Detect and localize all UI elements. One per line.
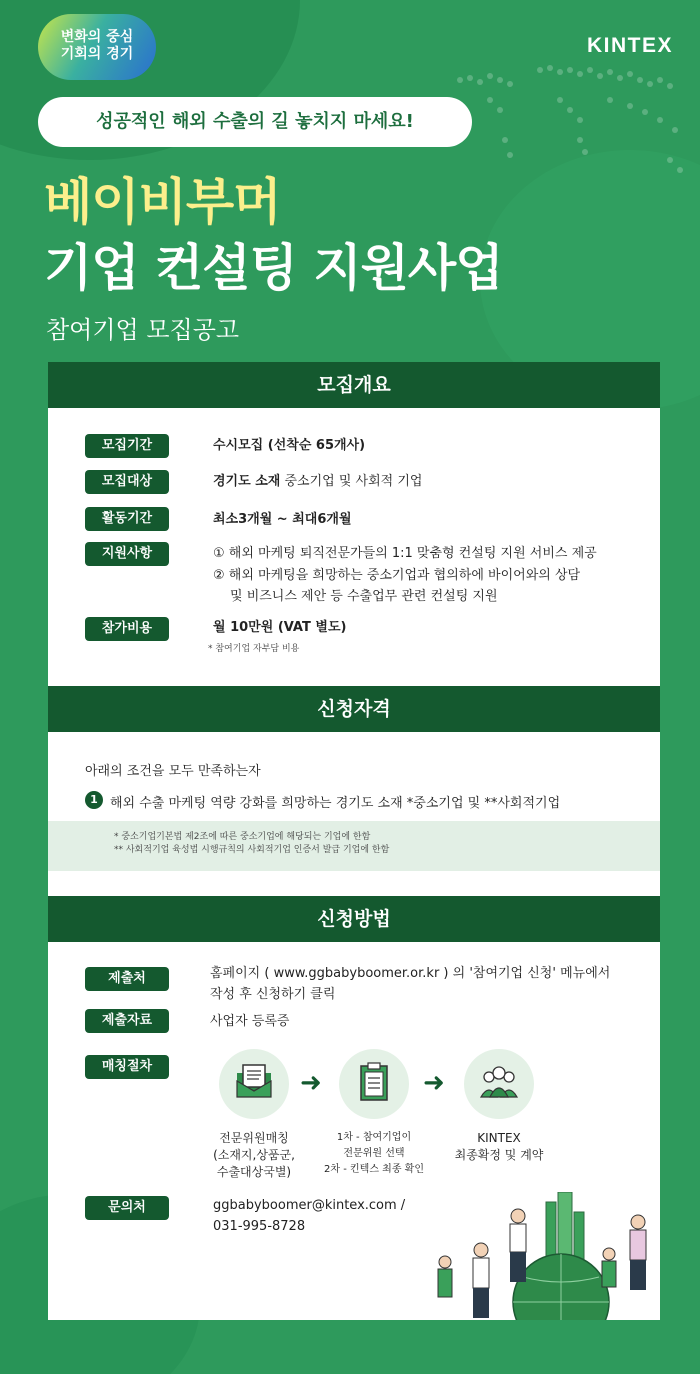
step-1-line-2: (소재지,상품군, xyxy=(213,1148,295,1162)
contact-email: ggbabyboomer@kintex.com / xyxy=(213,1198,406,1213)
step-2-line-3: 2차 - 킨텍스 최종 확인 xyxy=(324,1164,424,1175)
period-value: 수시모집 (선착순 65개사) xyxy=(213,438,366,453)
step-2-label xyxy=(314,1130,434,1178)
method-heading: 신청방법 xyxy=(48,896,660,942)
overview-heading: 모집개요 xyxy=(48,362,660,408)
condition-1: 해외 수출 마케팅 역량 강화를 희망하는 경기도 소재 *중소기업 및 **사회적기업 xyxy=(110,796,561,811)
arrow-icon: ➜ xyxy=(423,1068,445,1098)
step-3-label xyxy=(439,1130,559,1164)
submit-value-1: 홈페이지 ( www.ggbabyboomer.or.kr ) 의 '참여기업 신청' 메뉴에서 xyxy=(210,966,611,981)
kintex-logo: KINTEX xyxy=(586,34,673,57)
logo-line-1: 변화의 중심 xyxy=(60,29,134,45)
support-item-1: ① 해외 마케팅 퇴직전문가들의 1:1 맞춤형 컨설팅 지원 서비스 제공 xyxy=(213,546,597,561)
team-icon xyxy=(464,1049,534,1119)
clipboard-icon xyxy=(339,1049,409,1119)
title-line-1: 베이비부머 xyxy=(44,173,281,231)
duration-value: 최소3개월 ~ 최대6개월 xyxy=(213,512,352,527)
submit-badge: 제출처 xyxy=(85,967,169,991)
step-1-circle xyxy=(219,1049,289,1119)
step-1-line-3: 수출대상국별) xyxy=(216,1165,292,1179)
fee-value: 월 10만원 (VAT 별도) xyxy=(213,620,347,635)
step-1-line-1: 전문위원매칭 xyxy=(219,1131,289,1145)
content-panel xyxy=(48,362,660,1320)
step-1-label xyxy=(198,1130,310,1181)
arrow-icon: ➜ xyxy=(300,1068,322,1098)
step-3-line-2: 최종확정 및 계약 xyxy=(454,1148,544,1162)
step-3-line-1: KINTEX xyxy=(477,1131,521,1145)
support-item-2b: 및 비즈니스 제안 등 수출업무 관련 컨설팅 지원 xyxy=(230,589,498,604)
tagline-banner: 성공적인 해외 수출의 길 놓치지 마세요! xyxy=(38,97,472,147)
eligibility-heading: 신청자격 xyxy=(48,686,660,732)
note-1: * 중소기업기본법 제2조에 따른 중소기업에 해당되는 기업에 한함 xyxy=(114,832,371,842)
target-badge: 모집대상 xyxy=(85,470,169,494)
target-value xyxy=(213,471,422,492)
envelope-icon xyxy=(219,1049,289,1119)
eligibility-notes xyxy=(48,821,660,871)
duration-badge: 활동기간 xyxy=(85,507,169,531)
target-rest: 중소기업 및 사회적 기업 xyxy=(280,474,423,489)
fee-note: * 참여기업 자부담 비용 xyxy=(208,644,300,654)
docs-badge: 제출자료 xyxy=(85,1009,169,1033)
support-item-2a: ② 해외 마케팅을 희망하는 중소기업과 협의하에 바이어와의 상담 xyxy=(213,568,581,583)
docs-value: 사업자 등록증 xyxy=(210,1014,290,1029)
contact-badge: 문의처 xyxy=(85,1196,169,1220)
process-badge: 매칭절차 xyxy=(85,1055,169,1079)
support-badge: 지원사항 xyxy=(85,542,169,566)
title-line-2: 기업 컨설팅 지원사업 xyxy=(44,239,503,297)
period-badge: 모집기간 xyxy=(85,434,169,458)
eligibility-intro: 아래의 조건을 모두 만족하는자 xyxy=(85,764,261,779)
note-2: ** 사회적기업 육성법 시행규칙의 사회적기업 인증서 발급 기업에 한함 xyxy=(114,845,390,855)
target-bold: 경기도 소재 xyxy=(213,474,281,489)
step-2-line-2: 전문위원 선택 xyxy=(343,1148,405,1159)
logo-line-2: 기회의 경기 xyxy=(60,46,134,62)
submit-value-2: 작성 후 신청하기 클릭 xyxy=(210,987,336,1002)
fee-badge: 참가비용 xyxy=(85,617,169,641)
step-3-circle xyxy=(464,1049,534,1119)
step-2-circle xyxy=(339,1049,409,1119)
subtitle: 참여기업 모집공고 xyxy=(46,316,240,344)
condition-number: 1 xyxy=(85,791,103,809)
step-2-line-1: 1차 - 참여기업이 xyxy=(336,1132,412,1143)
gyeonggi-logo xyxy=(38,14,156,80)
contact-phone: 031-995-8728 xyxy=(213,1219,306,1234)
business-people-illustration xyxy=(433,1192,660,1320)
